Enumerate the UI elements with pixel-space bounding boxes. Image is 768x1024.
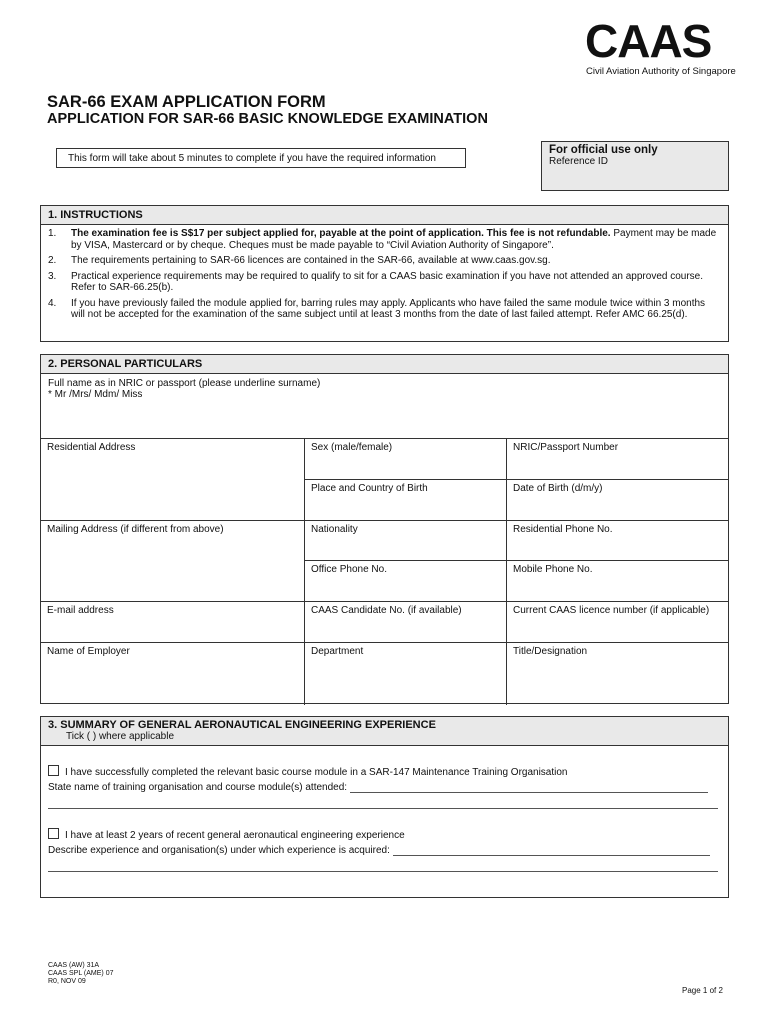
title-designation-label: Title/Designation (513, 646, 588, 657)
salutation-label: * Mr /Mrs/ Mdm/ Miss (48, 389, 143, 400)
department-label: Department (311, 646, 364, 657)
completion-notice: This form will take about 5 minutes to complete if you have the required information (56, 148, 466, 168)
course-detail-input[interactable] (350, 783, 708, 793)
item-number: 2. (48, 255, 57, 266)
mobile-phone-label: Mobile Phone No. (513, 564, 593, 575)
full-name-field[interactable] (41, 374, 728, 439)
item-text: If you have previously failed the module applied for, barring rules may apply. Applicants who have failed the same module twice within 3 months will not be accepted for the examination of the same subject until at least 3 months from the date of last failed attempt. Refer AMC 66.25(d). (71, 297, 706, 320)
option-course-label: I have successfully completed the relevant basic course module in a SAR-147 Maintenance Training Organisation (65, 767, 568, 778)
experience-detail-line[interactable] (48, 871, 718, 872)
form-code-1: CAAS (AW) 31A (48, 962, 100, 969)
office-phone-field[interactable] (305, 561, 506, 601)
personal-particulars-heading: 2. PERSONAL PARTICULARS (41, 355, 728, 374)
experience-section (40, 716, 729, 898)
option-course-row (48, 765, 568, 778)
dob-label: Date of Birth (d/m/y) (513, 483, 603, 494)
course-detail-label: State name of training organisation and course module(s) attended: (48, 782, 348, 793)
caas-logo-subtitle: Civil Aviation Authority of Singapore (586, 66, 736, 77)
list-item (48, 298, 720, 321)
dob-field[interactable] (507, 480, 728, 520)
residential-address-field[interactable] (41, 439, 304, 520)
sex-label: Sex (male/female) (311, 442, 393, 453)
employer-label: Name of Employer (47, 646, 130, 657)
item-number: 1. (48, 228, 57, 239)
candidate-no-label: CAAS Candidate No. (if available) (311, 605, 462, 616)
mobile-phone-field[interactable] (507, 561, 728, 601)
caas-logo: CAAS (585, 15, 712, 67)
place-birth-field[interactable] (305, 480, 506, 520)
department-field[interactable] (305, 643, 506, 705)
personal-particulars-section (40, 354, 729, 704)
nationality-field[interactable] (305, 521, 506, 560)
experience-checkbox[interactable] (48, 828, 59, 839)
form-subtitle: APPLICATION FOR SAR-66 BASIC KNOWLEDGE EXAMINATION (47, 111, 488, 127)
list-item (48, 255, 720, 267)
list-item (48, 228, 720, 251)
experience-detail-row (48, 845, 710, 856)
item-number: 4. (48, 297, 57, 309)
experience-detail-label: Describe experience and organisation(s) under which experience is acquired: (48, 845, 390, 856)
page-number: Page 1 of 2 (682, 986, 723, 995)
residential-address-label: Residential Address (47, 442, 136, 453)
course-checkbox[interactable] (48, 765, 59, 776)
experience-detail-input[interactable] (393, 846, 710, 856)
instructions-list (41, 225, 728, 321)
mailing-address-field[interactable] (41, 521, 304, 601)
candidate-no-field[interactable] (305, 602, 506, 642)
office-phone-label: Office Phone No. (311, 564, 387, 575)
list-item (48, 271, 720, 294)
particulars-grid (41, 439, 728, 705)
residential-phone-label: Residential Phone No. (513, 524, 613, 535)
licence-no-field[interactable] (507, 602, 728, 642)
nationality-label: Nationality (311, 524, 358, 535)
mailing-address-label: Mailing Address (if different from above) (47, 524, 224, 535)
place-birth-label: Place and Country of Birth (311, 483, 428, 494)
form-code-2: CAAS SPL (AME) 07 (48, 970, 114, 977)
full-name-label: Full name as in NRIC or passport (please underline surname) (48, 378, 321, 389)
instructions-section (40, 205, 729, 342)
tick-note: Tick ( ) where applicable (66, 731, 175, 742)
nric-field[interactable] (507, 439, 728, 479)
item-text: The examination fee is S$17 per subject applied for, payable at the point of application. This fee is not refundable. Payment may be made by VISA, Mastercard or by cheque. Cheques must be made payable to “Civil Aviation Authority of Singapore”. (71, 228, 717, 251)
course-detail-row (48, 782, 708, 793)
employer-field[interactable] (41, 643, 304, 705)
reference-id-label: Reference ID (549, 156, 608, 167)
item-text: The requirements pertaining to SAR-66 licences are contained in the SAR-66, available at www.caas.gov.sg. (71, 255, 551, 266)
official-use-box (541, 141, 729, 191)
form-codes (48, 962, 114, 986)
option-experience-label: I have at least 2 years of recent general aeronautical engineering experience (65, 830, 405, 841)
instructions-heading: 1. INSTRUCTIONS (41, 206, 728, 225)
nric-label: NRIC/Passport Number (513, 442, 619, 453)
form-code-3: R0, NOV 09 (48, 978, 86, 985)
residential-phone-field[interactable] (507, 521, 728, 560)
item-number: 3. (48, 270, 57, 282)
email-field[interactable] (41, 602, 304, 642)
item-text: Practical experience requirements may be required to qualify to sit for a CAAS basic examination if you have not attended an approved course. Refer to SAR-66.25(b). (71, 270, 704, 293)
option-experience-row (48, 828, 405, 841)
email-label: E-mail address (47, 605, 114, 616)
title-designation-field[interactable] (507, 643, 728, 705)
experience-heading: 3. SUMMARY OF GENERAL AERONAUTICAL ENGINEERING EXPERIENCE (48, 719, 436, 731)
course-detail-line[interactable] (48, 808, 718, 809)
experience-header (41, 717, 728, 746)
licence-no-label: Current CAAS licence number (if applicable) (513, 605, 710, 616)
sex-field[interactable] (305, 439, 506, 479)
official-use-heading: For official use only (549, 144, 658, 156)
form-title: SAR-66 EXAM APPLICATION FORM (47, 93, 326, 111)
